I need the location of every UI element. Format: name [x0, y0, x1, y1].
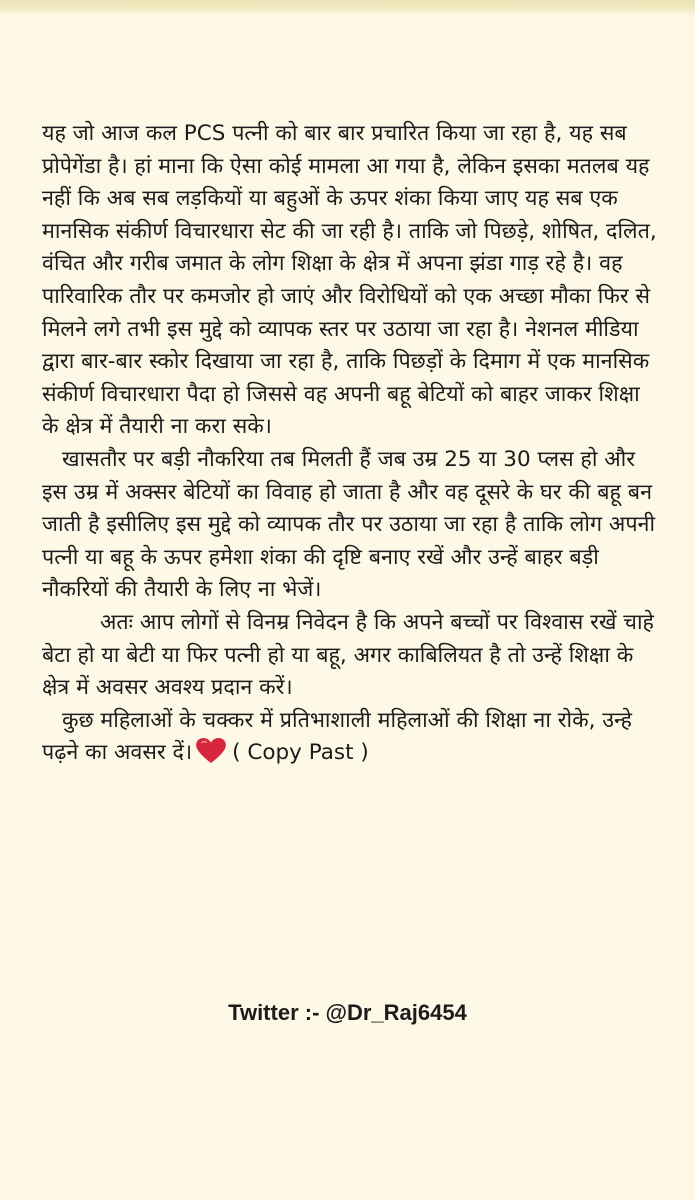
paragraph-request: अतः आप लोगों से विनम्र निवेदन है कि अपने बच्चों पर विश्वास रखें चाहे बेटा हो या बेटी या फिर पत्नी हो या बहू, अगर काबिलियत है तो उन्हें शिक्षा के क्षेत्र में अवसर अवश्य प्रदान करें। [42, 609, 654, 701]
paragraph-closing [42, 705, 662, 770]
paragraph-jobs-age: खासतौर पर बड़ी नौकरिया तब मिलती हैं जब उम्र 25 या 30 प्लस हो और इस उम्र में अक्सर बेटियों का विवाह हो जाता है और वह दूसरे के घर की बहू बन जाती है इसीलिए इस मुद्दे को व्यापक तौर पर उठाया जा रहा है ताकि लोग अपनी पत्नी या बहू के ऊपर हमेशा शंका की दृष्टि बनाए रखें और उन्हें बाहर बड़ी नौकरियों की तैयारी के लिए ना भेजें। [42, 446, 656, 603]
red-heart-icon [196, 738, 226, 764]
top-edge-bar [0, 0, 695, 16]
copy-past-note: ( Copy Past ) [232, 740, 369, 766]
twitter-handle: Twitter :- @Dr_Raj6454 [228, 1000, 467, 1025]
post-text-body [42, 118, 662, 770]
paragraph-propaganda: यह जो आज कल PCS पत्नी को बार बार प्रचारित किया जा रहा है, यह सब प्रोपेगेंडा है। हां माना कि ऐसा कोई मामला आ गया है, लेकिन इसका मतलब यह नहीं कि अब सब लड़कियों या बहुओं के ऊपर शंका किया जाए यह सब एक मानसिक संकीर्ण विचारधारा सेट की जा रही है। ताकि जो पिछड़े, शोषित, दलित, वंचित और गरीब जमात के लोग शिक्षा के क्षेत्र में अपना झंडा गाड़ रहे है। वह पारिवारिक तौर पर कमजोर हो जाएं और विरोधियों को एक अच्छा मौका फिर से मिलने लगे तभी इस मुद्दे को व्यापक स्तर पर उठाया जा रहा है। नेशनल मीडिया द्वारा बार-बार स्कोर दिखाया जा रहा है, ताकि पिछड़ों के दिमाग में एक मानसिक संकीर्ण विचारधारा पैदा हो जिससे वह अपनी बहू बेटियों को बाहर जाकर शिक्षा के क्षेत्र में तैयारी ना करा सके। [42, 121, 657, 440]
closing-text: कुछ महिलाओं के चक्कर में प्रतिभाशाली महिलाओं की शिक्षा ना रोके, उन्हे पढ़ने का अवसर दें। [42, 707, 632, 766]
